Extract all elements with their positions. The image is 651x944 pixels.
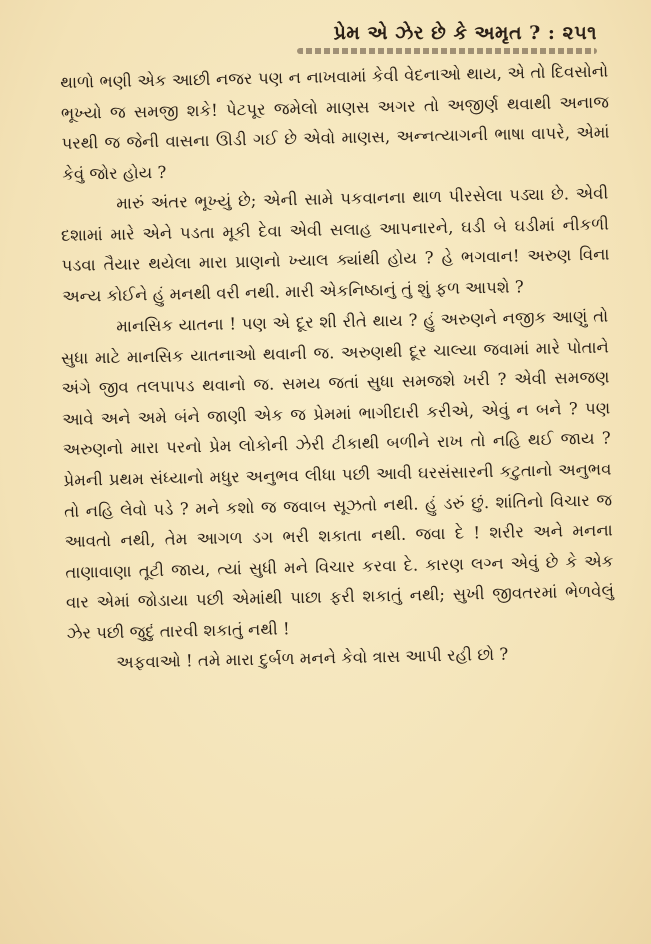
running-head: પ્રેમ એ ઝેર છે કે અમૃત ? : ૨૫૧	[333, 22, 597, 44]
body-text	[60, 61, 615, 680]
paragraph-4: અફવાઓ ! તમે મારા દુર્બળ મનને કેવો ત્રાસ આપી રહી છો ?	[116, 644, 509, 673]
header-rule	[297, 48, 597, 54]
paragraph-3: માનસિક યાતના ! પણ એ દૂર શી રીતે થાય ? હું અરુણને નજીક આણું તો સુધા માટે માનસિક યાતનાઓ થવાની જ. અરુણથી દૂર ચાલ્યા જવામાં મારે પોતાને અંગે જીવ તલપાપડ થવાનો જ. સમય જતાં સુધા સમજશે ખરી ? એવી સમજણ આવે અને અમે બંને જાણી એક જ પ્રેમમાં ભાગીદારી કરીએ, એવું ન બને ? પણ અરુણનો મારા પરનો પ્રેમ લોકોની ઝેરી ટીકાથી બળીને રાખ તો નહિ થઈ જાય ? પ્રેમની પ્રથમ સંધ્યાનો મધુર અનુભવ લીધા પછી આવી ઘરસંસારની કટુતાનો અનુભવ તો નહિ લેવો પડે ? મને કશો જ જવાબ સૂઝતો નથી. હું ડરું છું. શાંતિનો વિચાર જ આવતો નથી, તેમ આગળ ડગ ભરી શકાતા નથી. જવા દે ! શરીર અને મનના તાણાવાણા તૂટી જાય, ત્યાં સુધી મને વિચાર કરવા દે. કારણ લગ્ન એવું છે કે એક વાર એમાં જોડાયા પછી એમાંથી પાછા ફરી શકાતું નથી; સુખી જીવતરમાં ભેળવેલું ઝેર પછી જુદું તારવી શકાતું નથી !	[60, 306, 615, 643]
paragraph-2: મારું અંતર ભૂખ્યું છે; એની સામે પકવાનના થાળ પીરસેલા પડ્યા છે. એવી દશામાં મારે એને પડતા મૂકી દેવા એવી સલાહ આપનારને, ઘડી બે ઘડીમાં નીકળી પડવા તૈયાર થયેલા મારા પ્રાણનો ખ્યાલ ક્યાંથી હોય ? હે ભગવાન! અરુણ વિના અન્ય કોઈને હું મનથી વરી નથી. મારી એકનિષ્ઠાનું તું શું ફળ આપશે ?	[60, 183, 610, 307]
paragraph-1: થાળો ભણી એક આછી નજર પણ ન નાખવામાં કેવી વેદનાઓ થાય, એ તો દિવસોનો ભૂખ્યો જ સમજી શકે! પેટપૂર જમેલો માણસ અગર તો અજીર્ણ થવાથી અનાજ પરથી જ જેની વાસના ઊડી ગઈ છે એવો માણસ, અન્નત્યાગની ભાષા વાપરે, એમાં કેવું જોર હોય ?	[60, 61, 610, 184]
